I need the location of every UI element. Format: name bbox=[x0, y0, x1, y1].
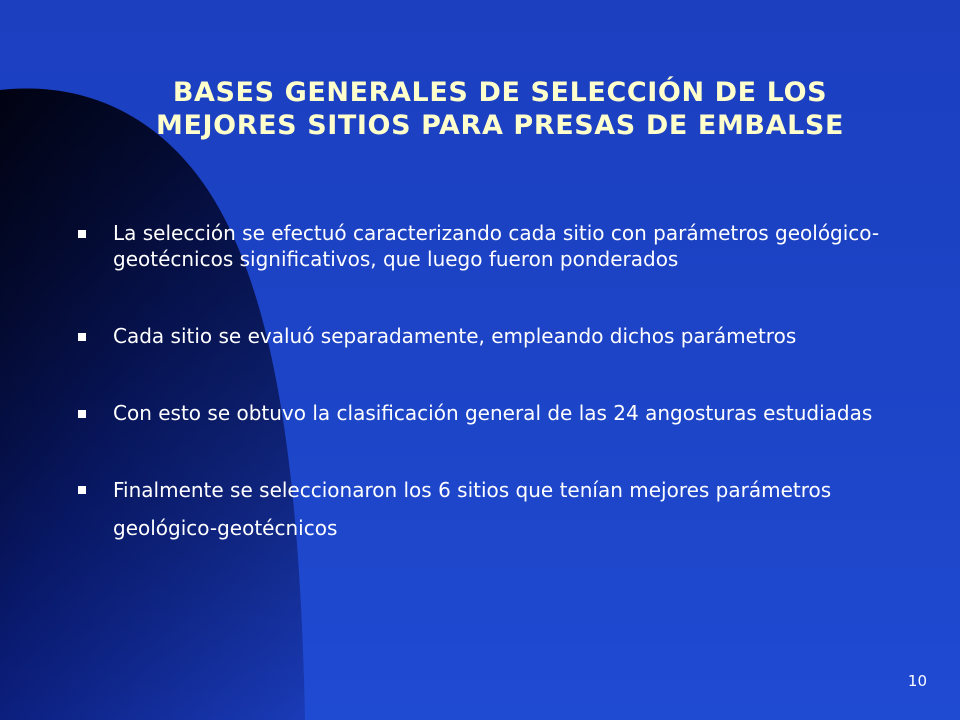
bullet-item bbox=[78, 471, 898, 547]
bullet-item bbox=[78, 323, 898, 349]
slide-title: BASES GENERALES DE SELECCIÓN DE LOS MEJORES SITIOS PARA PRESAS DE EMBALSE bbox=[156, 77, 844, 141]
bullet-item bbox=[78, 400, 898, 426]
square-bullet-icon bbox=[78, 333, 86, 341]
square-bullet-icon bbox=[78, 410, 86, 418]
bullet-text: Finalmente se seleccionaron los 6 sitios que tenían mejores parámetros geológico-geotécnicos bbox=[113, 478, 832, 540]
bullet-list bbox=[78, 220, 898, 598]
bullet-text: Con esto se obtuvo la clasificación general de las 24 angosturas estudiadas bbox=[113, 401, 873, 425]
bullet-text: La selección se efectuó caracterizando cada sitio con parámetros geológico-geotécnicos significativos, que luego fueron ponderados bbox=[113, 221, 880, 271]
bullet-text: Cada sitio se evaluó separadamente, empleando dichos parámetros bbox=[113, 324, 797, 348]
square-bullet-icon bbox=[78, 486, 86, 494]
bullet-item bbox=[78, 220, 898, 272]
page-number: 10 bbox=[907, 672, 927, 690]
square-bullet-icon bbox=[78, 230, 86, 238]
